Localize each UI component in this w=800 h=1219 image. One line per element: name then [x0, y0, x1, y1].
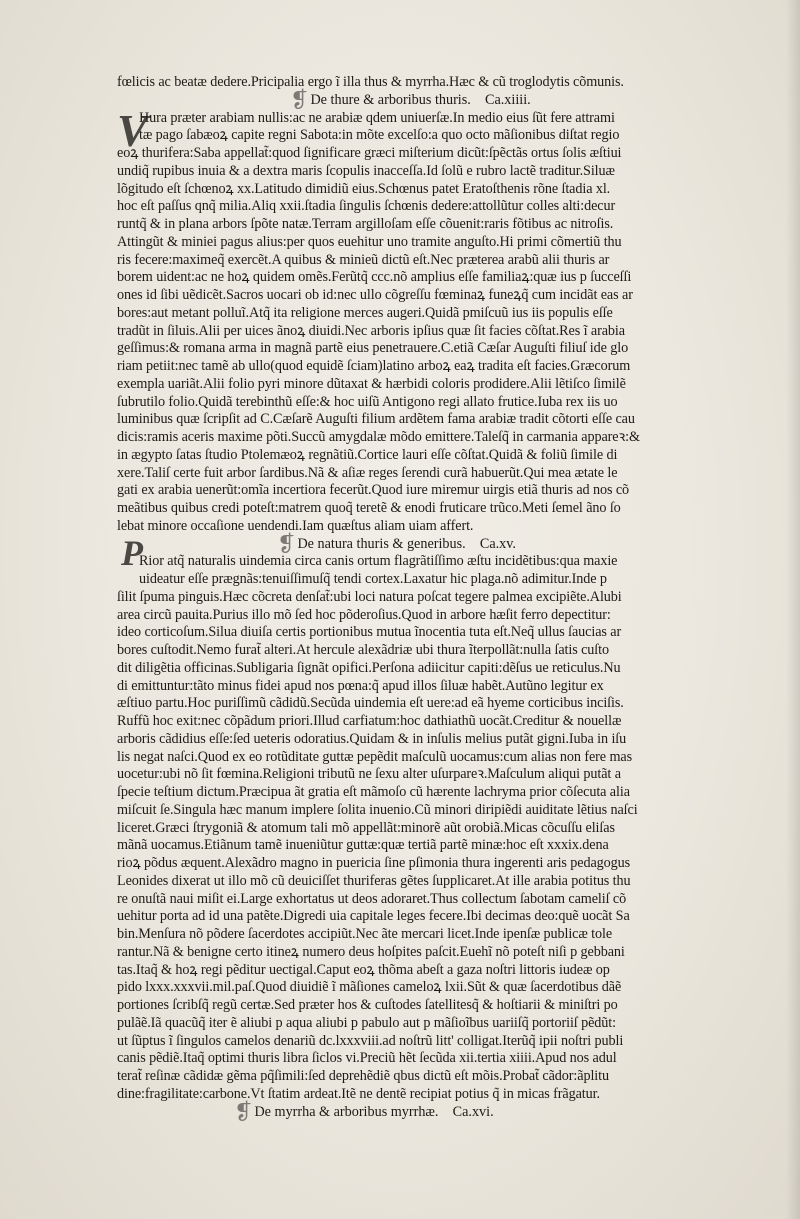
text-line: Leonides dixerat ut illo mõ cũ deuiciſſet thuriferas gẽtes ſupplicaret.At ille arabia potitus thu — [117, 872, 631, 889]
text-line: tradũt in ſiluis.Alii per uices ãnoꝝ diuidi.Nec arboris ipſius quæ ſit facies cõſtat.Res ĩ arabia — [117, 322, 625, 339]
text-line: meãtibus quibus credi poteſt:matrem quoq̃ teretẽ & enodi fruticare trũco.Meti ſemel ãno ſo — [117, 500, 621, 516]
text-line: Ruffũ hoc exit:nec cõpãdum priori.Illud carfiatum:hoc dathiathũ uocãt.Creditur & nouellæ — [117, 713, 622, 729]
chapter-heading-thure — [117, 86, 699, 112]
text-line: uehitur porta ad id una patẽte.Digredi uia capitale leges fecere.Ibi decimas deo:quẽ uocãt Sa — [117, 908, 630, 925]
text-line: gati ex arabia uenerũt:omĩa incertiora fecerũt.Quod iure miremur uirgis etiã thuris ad nos cõ — [117, 482, 630, 499]
text-line: tas.Itaq̃ & hoꝝ regi pẽditur uectigal.Caput eoꝝ thõma abeſt a gaza noſtri littoris iudeæ op — [117, 961, 610, 978]
text-line: miſcuit ſe.Singula hæc manum implere ſolita inuenio.Cũ minori diripiẽdi auiditate lẽtius naſci — [117, 801, 638, 818]
text-line: runtq̃ & in plana arbors ſpõte natæ.Terram argilloſam eſſe cõuenit:raris fõtibus ac nitroſis. — [117, 216, 614, 232]
text-line: æſtiuo partu.Hoc puriſſimũ cãdidũ.Secũda uindemia eſt uere:ad eã hyeme corticibus inciſis. — [117, 695, 624, 712]
text-line: ſilit ſpuma pinguis.Hæc cõcreta denſat̃:ubi loci natura poſcat tegere palmea excipiẽte.Alubi — [117, 588, 622, 605]
chapter-title: De thure & arboribus thuris. — [310, 91, 471, 108]
chapter-heading-natura — [117, 530, 699, 556]
text-line: bores:aut metant polluĩ.Atq̃ ita religione merces augeri.Quidã pmiſcuũ ius iis populis eſſe — [117, 304, 613, 321]
text-line: undiq̃ rupibus inuia & a dextra maris ſcopulis inacceſſa.Id ſolũ e rubro lactẽ traditur.Siluæ — [117, 162, 615, 179]
drop-cap-initial-p: P — [121, 533, 143, 573]
text-line: luminibus quæ ſcripſit ad C.Cæſarẽ Auguſti filium ardẽtem fama arabiæ tradit cõtorti eſſe cau — [117, 411, 635, 428]
chapter-number: Ca.xv. — [479, 535, 516, 552]
chapter-title: De myrrha & arboribus myrrhæ. — [254, 1103, 439, 1120]
text-line: terat̃ reſinæ cãdidæ gẽma pq̃ſimili:ſed deprehẽdiẽ qbus dictũ eſt mõis.Probat̃ cãdor:ãplitu — [117, 1068, 609, 1084]
chapter-heading-myrrha — [117, 1098, 699, 1124]
text-line: Hura præter arabiam nullis:ac ne arabiæ qdem uniuerſæ.In medio eius ſũt fere attrami — [139, 109, 615, 126]
text-line: ideo corticoſum.Silua diuiſa certis portionibus mutua ĩnocentia tuta eſt.Neq̃ ullus ſaucias ar — [117, 624, 622, 641]
text-line: borem uident:ac ne hoꝝ quidem omẽs.Ferũtq̃ ccc.nõ amplius eſſe familiaꝝ:quæ ius p ſucceſſi — [117, 269, 632, 286]
text-line: ones id ſibi uẽdicẽt.Sacros uocari ob id:nec ullo cõgreſſu fœminaꝝ funeꝝq̃ cum incidãt eas ar — [117, 287, 633, 303]
text-line: di emittuntur:tãto minus fidei apud nos pœna:q̃ apud illos ſiluæ habẽt.Autũno legitur ex — [117, 677, 604, 694]
text-line: re onuſtã naui miſit ei.Large exhortatus ut deos adoraret.Thus collectum ſabotam cameliſ cõ — [117, 890, 627, 907]
text-line: ris fecere:maximeq̃ exercẽt.A quibus & minieũ dictũ eſt.Nec præterea arabũ alii thuris ar — [117, 251, 610, 268]
text-line: canis pẽdiẽ.Itaq̃ optimi thuris libra ſiclos vi.Preciũ hẽt ſecũda xii.tertia xiiii.Apud nos adul — [117, 1050, 617, 1067]
pilcrow-icon: ❡ — [277, 530, 296, 556]
text-column — [117, 74, 699, 1124]
pilcrow-icon: ❡ — [234, 1098, 253, 1124]
text-line: ut ſũptus ĩ ſingulos camelos denariũ dc.lxxxviii.ad noſtrũ litt' colligat.Iterũq̃ ipii noſtri publi — [117, 1032, 624, 1049]
chapter-number: Ca.xiiii. — [485, 91, 531, 108]
text-line: lis negat naſci.Quod ex eo rotũditate guttæ pepẽdit maſculũ uocamus:cum alias non fere mas — [117, 748, 633, 765]
text-line: dicis:ramis aceris maxime põti.Succũ amygdalæ mõdo emittere.Taleſq̃ in carmania appareꝛ:& — [117, 429, 640, 445]
text-line: area circũ pauita.Purius illo mõ ſed hoc põderoſius.Quod in arbore hæſit ferro depectitur: — [117, 606, 611, 623]
text-line: in ægypto ſatas ſtudio Ptolemæoꝝ regnãtiũ.Cortice lauri eſſe cõſtat.Quidã & foliũ ſimile di — [117, 446, 618, 463]
text-line: Attingũt & miniei pagus alius:per quos euehitur uno tramite anguſto.Hi primi cõmertiũ thu — [117, 233, 622, 250]
text-line: rioꝝ põdus æquent.Alexãdro magno in puericia ſine pſimonia thura ingerenti aris pedagogus — [117, 855, 631, 871]
text-line: pulãẽ.Iã quacũq̃ iter ẽ aliubi p aqua aliubi p pabulo aut p mãſioĩbus uariiſq̃ portoriiſ pẽdũt: — [117, 1014, 616, 1031]
drop-cap-initial-v: V — [117, 105, 148, 156]
text-line: dit diligẽtia officinas.Subligaria ſignãt opifici.Perſona adiicitur capiti:dẽſus ue reticulus.Nu — [117, 659, 621, 676]
text-line: riam petiit:nec tamẽ ab ullo(quod equidẽ ſciam)latino arboꝝ eaꝝ tradita eſt facies.Græcorum — [117, 358, 631, 374]
text-line: mãnã uocamus.Etiãnum tamẽ inueniũtur guttæ:quæ tertiã partẽ minæ:hoc eſt xxxix.dena — [117, 837, 609, 854]
text-line: lõgitudo eſt ſchœnoꝝ xx.Latitudo dimidiũ eius.Schœnus patet Eratoſthenis rõne ſtadia xl. — [117, 180, 611, 197]
text-line: uocetur:ubi nõ ſit fœmina.Religioni tributũ ne ſexu alter uſurpareꝛ.Maſculum aliqui putãt a — [117, 766, 621, 783]
text-line: uideatur eſſe prægnãs:tenuiſſimuſq̃ tendi cortex.Laxatur hic plaga.nõ adimitur.Inde p — [139, 571, 607, 587]
text-line: pido lxxx.xxxvii.mil.paſ.Quod diuidiẽ ĩ mãſiones cameloꝝ lxii.Sũt & quæ ſacerdotibus dãẽ — [117, 979, 622, 996]
text-line: xere.Taliſ certe fuit arbor ſardibus.Nã & aſiæ reges ſerendi curã habuerũt.Qui mea ætate le — [117, 464, 618, 481]
text-line: liceret.Græci ſtrygoniã & atomum tali mõ appellãt:minorẽ aũt orobiã.Micas cõcuſſu eliſas — [117, 819, 615, 836]
text-line: eoꝝ thurifera:Saba appellat̃:quod ſignificare græci miſterium dicũt:ſpẽctãs ortus ſolis æſtiui — [117, 145, 622, 161]
text-line: bin.Menſura nõ põdere ſacerdotes accipiũt.Nec ãte mercari licet.Inde ipenſæ publicæ tole — [117, 926, 613, 942]
text-line: hoc eſt paſſus qnq̃ milia.Aliq xxii.ſtadia ſingulis ſchœnis dedere:attollũtur colles alti:decur — [117, 198, 616, 215]
chapter-title: De natura thuris & generibus. — [297, 535, 466, 552]
section-two — [117, 553, 699, 1103]
text-line: ſpecie teſtium dictum.Præcipua ãt gratia eſt mãmoſo cũ hærente lachryma prior cõſecuta alia — [117, 784, 630, 800]
text-line: arboris cãdidius eſſe:ſed ueteris odoratius.Quidam & in inſulis melius putãt gigni.Iuba in iſu — [117, 730, 627, 747]
text-line: dine:fragilitate:carbone.Vt ſtatim ardeat.Itẽ ne dentẽ recipiat potius q̃ in micas frãgatur. — [117, 1085, 600, 1102]
text-line: bores cuſtodit.Nemo furat̃ alteri.At hercule alexãdriæ ubi thura ĩterpollãt:nulla ſatis cuſto — [117, 642, 609, 658]
opening-line: fœlicis ac beatæ dedere.Pricipalia ergo ĩ illa thus & myrrha.Hæc & cũ troglodytis cõmunis. — [117, 74, 624, 90]
chapter-number: Ca.xvi. — [452, 1103, 494, 1120]
page-edge-shadow — [786, 0, 800, 1219]
text-line: lebat minore occaſione uendendi.Iam quæſtus aliam uiam affert. — [117, 517, 474, 534]
text-line: exempla uariãt.Alii folio pyri minore dũtaxat & hærbidi coloris prodidere.Alii lẽtiſco ſimilẽ — [117, 375, 626, 392]
section-one — [117, 105, 699, 536]
text-line: portiones ſcribſq̃ regũ certæ.Sed præter hos & cuſtodes ſatellitesq̃ & hoſtiarii & miniſtri po — [117, 997, 618, 1013]
text-line: geſſimus:& romana arma in magnã partẽ eius penetrauere.C.etiã Cæſar Auguſti filiuſ ide glo — [117, 340, 629, 357]
text-line: tæ pago ſabæoꝝ capite regni Sabota:in mõte excelſo:a quo octo mãſionibus diſtat regio — [139, 127, 620, 144]
text-line: rantur.Nã & benigne certo itineꝝ numero deus hoſpites paſcit.Euehĩ nõ poteſt niſi p gebbani — [117, 943, 625, 960]
pilcrow-icon: ❡ — [290, 86, 309, 112]
text-line: Rior atq̃ naturalis uindemia circa canis ortum flagrãtiſſimo æſtu incidẽtibus:qua maxie — [139, 553, 618, 570]
text-line: ſubrutilo folio.Quidã terebinthũ eſſe:& hoc uiſũ Antigono regi allato frutice.Iuba rex iis uo — [117, 393, 618, 410]
